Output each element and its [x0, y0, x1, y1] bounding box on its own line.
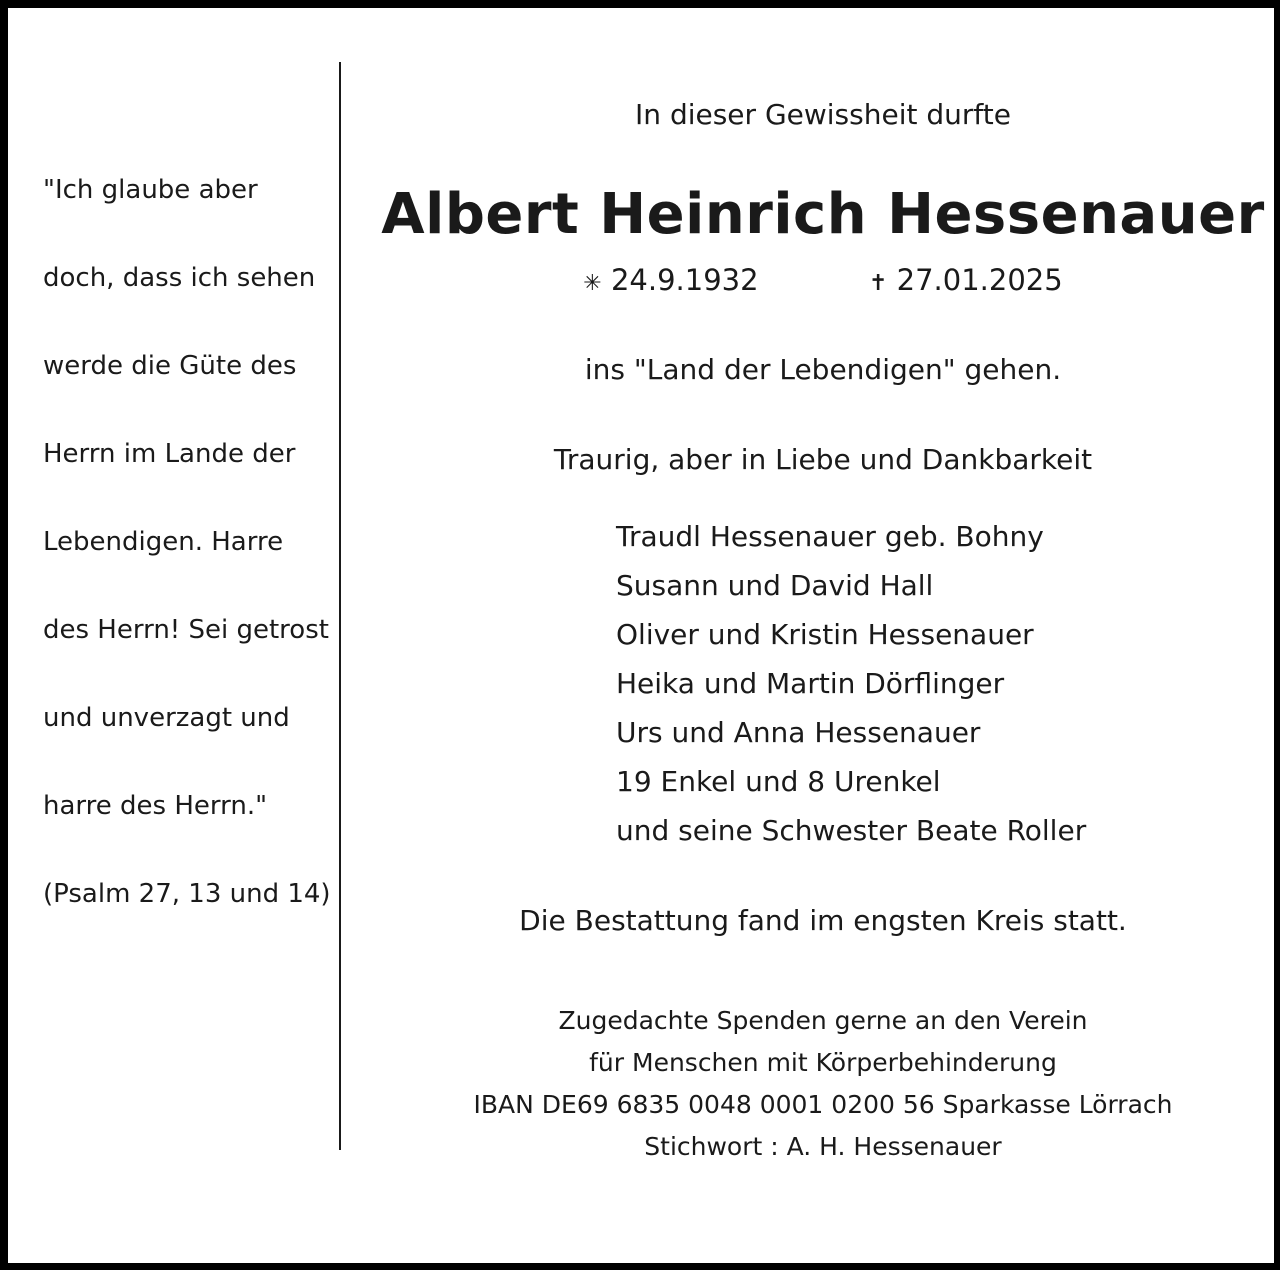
bible-quote — [43, 172, 333, 964]
mourner-item: und seine Schwester Beate Roller — [616, 814, 1087, 847]
death-cross-icon: ✝ — [868, 271, 888, 296]
mourner-item: 19 Enkel und 8 Urenkel — [616, 765, 941, 798]
mourner-item: Urs und Anna Hessenauer — [616, 716, 981, 749]
mourner-item: Traudl Hessenauer geb. Bohny — [616, 520, 1044, 553]
death-date: 27.01.2025 — [896, 263, 1063, 297]
vertical-divider — [339, 62, 341, 1150]
quote-line: des Herrn! Sei getrost — [43, 615, 329, 645]
donation-keyword: Stichwort : A. H. Hessenauer — [644, 1132, 1002, 1161]
intro-line: In dieser Gewissheit durfte — [635, 98, 1011, 131]
donation-info — [474, 1000, 1173, 1168]
donation-line: für Menschen mit Körperbehinderung — [589, 1048, 1057, 1077]
grief-line: Traurig, aber in Liebe und Dankbarkeit — [553, 443, 1093, 476]
quote-line: harre des Herrn." — [43, 791, 268, 821]
mourner-item: Heika und Martin Dörflinger — [616, 667, 1005, 700]
mourners-list — [616, 512, 1086, 855]
quote-line: doch, dass ich sehen — [43, 263, 316, 293]
quote-reference: (Psalm 27, 13 und 14) — [43, 879, 331, 909]
deceased-name: Albert Heinrich Hessenauer — [381, 182, 1265, 247]
quote-line: und unverzagt und — [43, 703, 290, 733]
birth-date: 24.9.1932 — [610, 263, 759, 297]
land-line: ins "Land der Lebendigen" gehen. — [584, 353, 1062, 386]
quote-line: "Ich glaube aber — [43, 175, 258, 205]
mourner-item: Susann und David Hall — [616, 569, 934, 602]
birth-star-icon: ✳ — [583, 271, 602, 296]
quote-line: Lebendigen. Harre — [43, 527, 284, 557]
donation-iban: IBAN DE69 6835 0048 0001 0200 56 Sparkasse Lörrach — [473, 1090, 1173, 1119]
quote-line: werde die Güte des — [43, 351, 297, 381]
mourner-item: Oliver und Kristin Hessenauer — [616, 618, 1034, 651]
quote-line: Herrn im Lande der — [43, 439, 296, 469]
life-dates — [583, 263, 1062, 297]
donation-line: Zugedachte Spenden gerne an den Verein — [558, 1006, 1088, 1035]
funeral-line: Die Bestattung fand im engsten Kreis statt. — [519, 904, 1127, 937]
